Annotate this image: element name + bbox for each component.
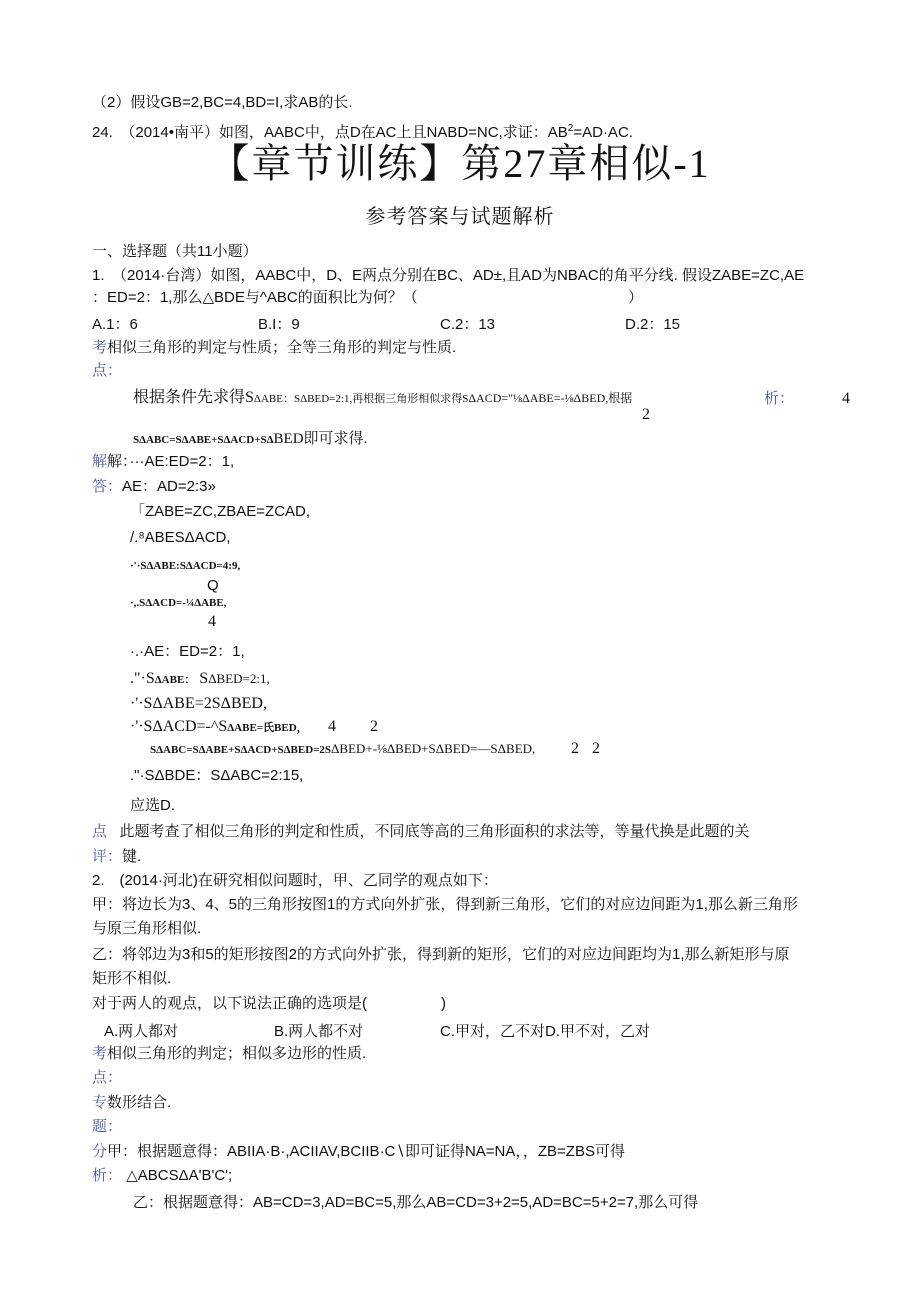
q2-option-a: A.两人都对 (104, 1023, 179, 1040)
q2-line5: 矩形不相似. (92, 970, 172, 987)
q2-xi-label: 析： (92, 1167, 123, 1184)
q1-option-a: A.1：6 (92, 316, 138, 333)
q2-fenxi-line1 (92, 1142, 625, 1162)
q1-jie-line13: 应选D. (130, 797, 176, 814)
q1-jie-line7: ·.·AE：ED=2：1, (130, 643, 245, 660)
q24-text: 24. （2014•南平）如图，AABC中，点D在AC上且NABD=NC,求证：AB (92, 124, 568, 141)
q2-line3: 与原三角形相似. (92, 920, 202, 937)
q1-dianping-text2: 键. (122, 848, 142, 865)
q1-jie-line1 (92, 452, 234, 472)
q1-jie-line5: ·'·SΔABE:SΔACD=4:9, (130, 560, 241, 572)
q2-yi-line: 乙：根据题意得：AB=CD=3,AD=BC=5,那么AB=CD=3+2=5,AD=BC=5+2=7,那么可得 (133, 1194, 699, 1211)
q23-part2-line: （2）假设GB=2,BC=4,BD=I,求AB的长. (92, 94, 353, 111)
q1-jie-line4: /.⁸ABESΔACD, (130, 529, 231, 546)
q1-kao-label: 考 (92, 339, 108, 356)
q1-jie-8d: ΔBED=2:1, (208, 671, 270, 686)
q2-line4: 乙：将邻边为3和5的矩形按图2的方式向外扩张，得到新的矩形，它们的对应边间距均为1,那么新矩形与原 (92, 946, 790, 963)
q1-fenxi-line2-rest: BED即可求得. (273, 431, 368, 447)
q2-fen-text: 甲：根据题意得：ABIIA·B·,ACIIAV,BCIIB·C∖即可证得NA=NA，，ZB=ZBS可得 (107, 1143, 625, 1160)
q1-jie-line8 (130, 669, 270, 690)
q2-option-cd: C.甲对，乙不对D.甲不对，乙对 (440, 1023, 651, 1040)
q1-jie-line6: ·,.SΔACD=-¼ΔABE, (130, 597, 227, 609)
q1-jie-line5b: Q (207, 577, 219, 594)
q1-jie-line11 (150, 739, 535, 760)
q1-fenxi-text: 根据条件先求得S (133, 389, 254, 406)
q1-dianping-text: 此题考查了相似三角形的判定和性质，不同底等高的三角形面积的求法等，等量代换是此题的关 (119, 823, 750, 840)
q2-fenxi-line2 (92, 1166, 232, 1186)
q1-fenxi-line2-bold: SΔABC=SΔABE+SΔACD+SΔ (133, 434, 274, 446)
q1-option-d: D.2：15 (625, 316, 681, 333)
q1-da-label: 答： (92, 478, 123, 495)
q2-fen-label: 分 (92, 1143, 108, 1160)
q1-option-c: C.2：13 (440, 316, 496, 333)
q2-option-b: B.两人都不对 (274, 1023, 364, 1040)
q2-line1: 2. (2014·河北)在研究相似问题时，甲、乙同学的观点如下： (92, 872, 498, 889)
q2-kaodian (92, 1044, 366, 1064)
q1-jie-line6b: 4 (208, 613, 216, 630)
q1-jie-2: AE：AD=2:3» (122, 478, 216, 495)
q1-jie-1: 解：···AE:ED=2：1, (107, 453, 235, 470)
q1-fenxi-label: 析： (764, 390, 795, 407)
q1-option-b: B.I：9 (258, 316, 300, 333)
q1-jie-10d: 2 (370, 718, 378, 735)
q1-fenxi-num4: 4 (842, 390, 850, 407)
q1-line2: ：ED=2：1,那么△BDE与^ABC的面积比为何？（ (92, 289, 418, 306)
q1-dianping-label1: 点 (92, 823, 108, 840)
q2-line6: 对于两人的观点，以下说法正确的选项是( (92, 995, 367, 1012)
q1-fenxi-num2: 2 (642, 406, 650, 423)
q1-jie-line2 (92, 477, 216, 497)
q1-line1: 1. （2014·台湾）如图，AABC中，D、E两点分别在BC、AD±,且AD为NBAC的角平分线. 假设ZABE=ZC,AE (92, 267, 805, 284)
q1-jie-8a: ."·S (130, 670, 155, 687)
q24-superscript: 2 (567, 123, 574, 134)
q2-line2: 甲：将边长为3、4、5的三角形按图1的方式向外扩张，得到新三角形，它们的对应边间距为1,那么新三角形 (92, 896, 798, 913)
q1-jie-11d: 2 (592, 740, 600, 757)
q1-jie-10c: 4 (328, 718, 336, 735)
page-title: 【章节训练】第27章相似-1 (209, 141, 711, 186)
q1-jie-11a: SΔABC=SΔABE+SΔACD+SΔBED=2S (150, 744, 332, 756)
q1-jie-line12: ."·SΔBDE：SΔABC=2:15, (130, 767, 304, 784)
q1-jie-line10 (130, 717, 308, 738)
q2-dian-label: 点： (92, 1069, 123, 1086)
q1-fenxi-c: ΔACD="⅛ΔABE=-⅛ΔBED,根据 (468, 391, 633, 405)
section-heading: 一、选择题（共11小题） (92, 243, 258, 260)
q1-jie-line3: 「ZABE=ZC,ZBAE=ZCAD, (130, 503, 311, 520)
q24-end: =AD·AC. (573, 124, 633, 141)
q1-dian-label: 点： (92, 362, 123, 379)
q1-kaodian (92, 338, 456, 358)
q1-line2-close: ） (628, 289, 644, 306)
q1-jie-11c: 2 (571, 740, 579, 757)
q2-xi-text: △ABCSΔA'B'C'; (126, 1167, 233, 1184)
q1-jie-11b: ΔBED+-⅛ΔBED+SΔBED=—SΔBED, (331, 741, 536, 756)
q1-jie-10b: ΔABE=氏BED， (227, 722, 308, 734)
page-subtitle: 参考答案与试题解析 (365, 206, 555, 228)
q1-fenxi-line (133, 388, 632, 409)
q1-dianping-line1 (92, 822, 750, 842)
q2-line6-close: ) (441, 995, 446, 1012)
q2-kao-label: 考 (92, 1045, 108, 1062)
q2-kao-text: 相似三角形的判定；相似多边形的性质. (107, 1045, 367, 1062)
q1-dianping-label2: 评： (92, 848, 123, 865)
q2-ti-label: 题： (92, 1118, 123, 1135)
q1-jie-line9: ·'·SΔABE=2SΔBED, (130, 695, 267, 712)
q1-jie-8b: ΔABE： (154, 674, 196, 686)
q1-jie-10a: ·'·SΔACD=-^S (130, 718, 228, 735)
q1-kao-text: 相似三角形的判定与性质；全等三角形的判定与性质. (107, 339, 457, 356)
q1-dianping-line2 (92, 847, 141, 867)
q2-zhuan-text: 数形结合. (107, 1094, 172, 1111)
q1-jie-8c: S (199, 670, 209, 687)
q1-fenxi-a: ΔABE：S (253, 393, 301, 405)
q1-fenxi-line2 (133, 429, 367, 450)
q2-zhuan-label: 专 (92, 1094, 108, 1111)
q1-jie-label: 解 (92, 453, 108, 470)
q2-zhuanti (92, 1093, 171, 1113)
q1-fenxi-b: ΔBED=2:1,再根据三角形相似求得S (300, 393, 469, 405)
